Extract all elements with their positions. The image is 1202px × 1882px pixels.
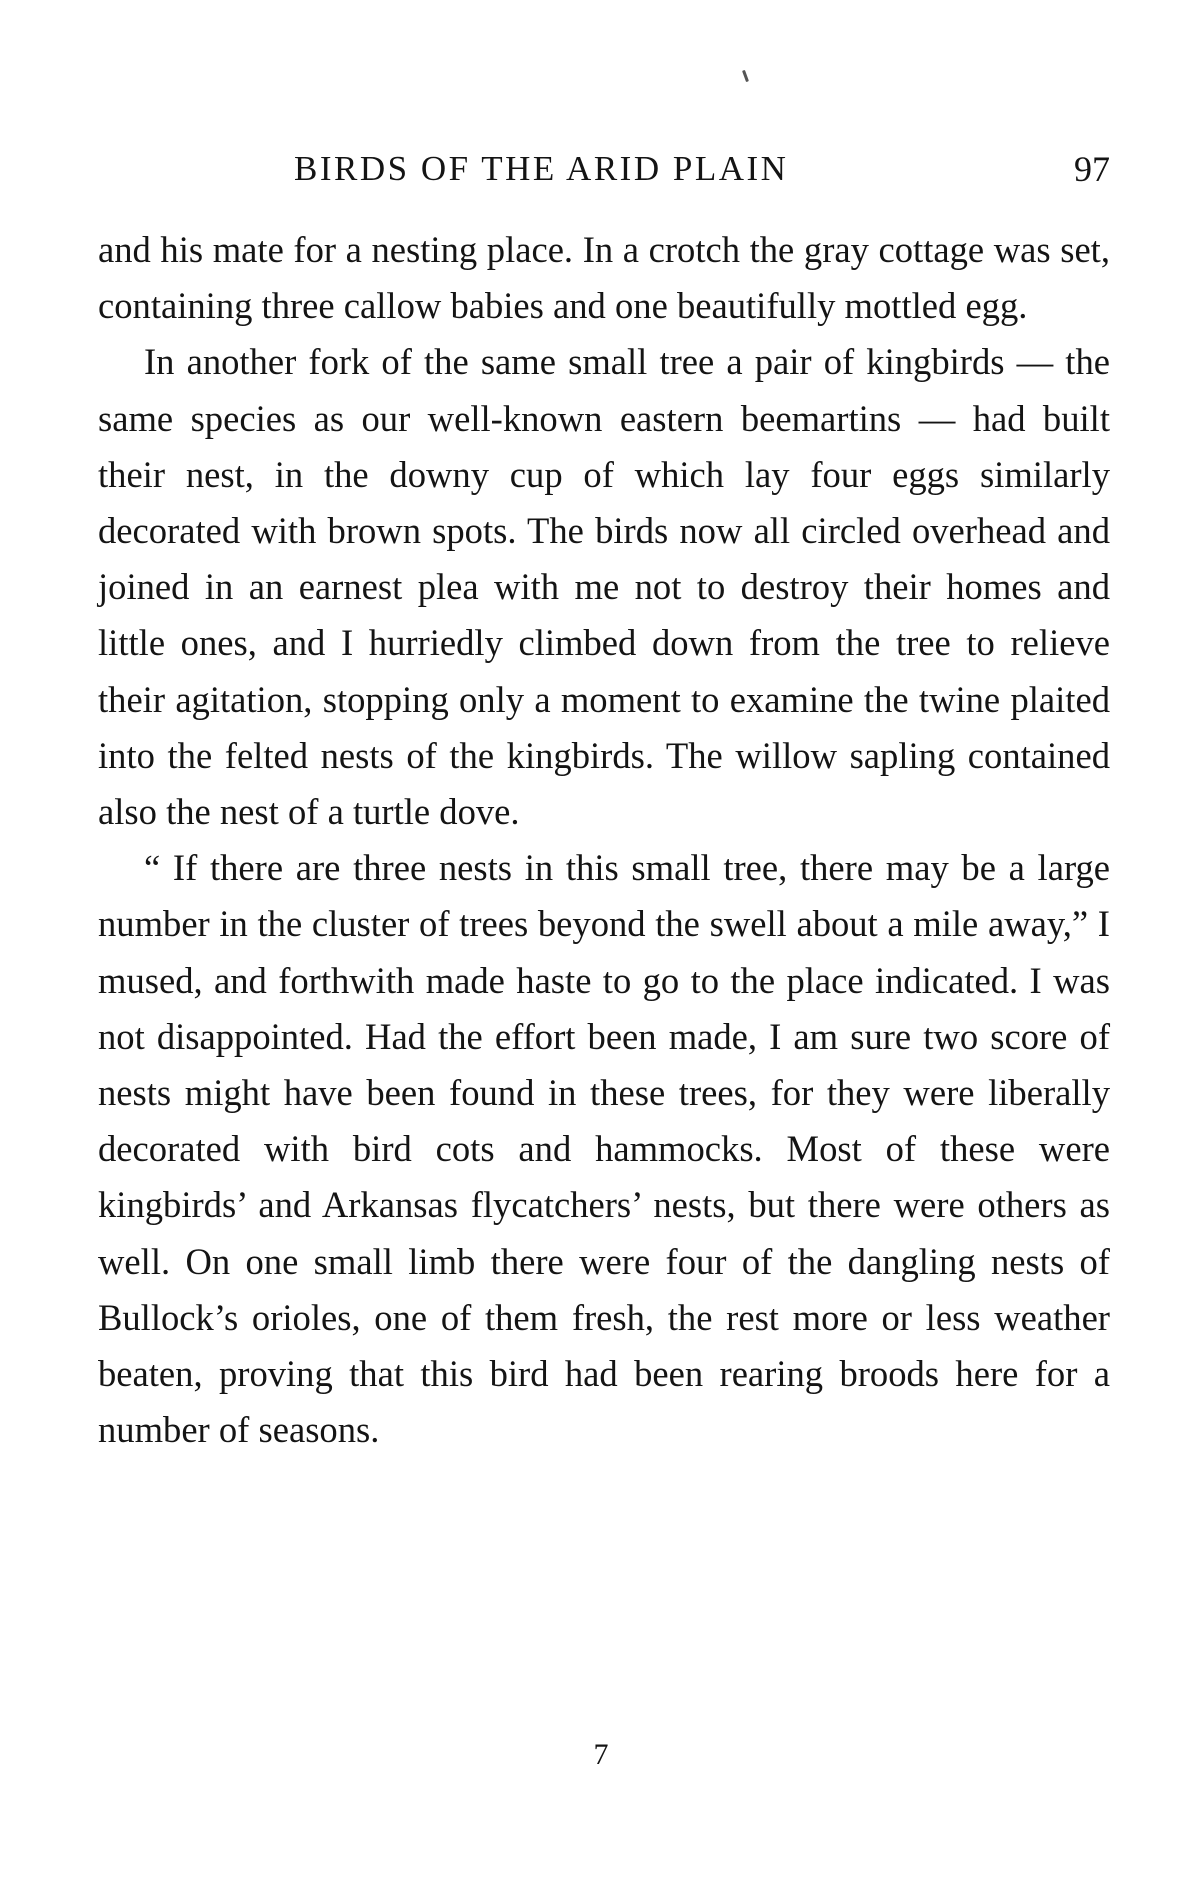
paragraph-kingbirds: In another fork of the same small tree a pair of kingbirds — the same species as our well-known eastern beemartins — had built their nest, in the downy cup of which lay four eggs similarly decorated with brown spots. The birds now all circled overhead and joined in an earnest plea with me not to destroy their homes and little ones, and I hurriedly climbed down from the tree to relieve their agitation, stopping only a moment to examine the twine plaited into the felted nests of the kingbirds. The willow sapling contained also the nest of a turtle dove. [98, 341, 1110, 833]
paragraph-continued: and his mate for a nesting place. In a crotch the gray cottage was set, containing three callow babies and one beautifully mottled egg. [98, 229, 1110, 327]
running-head [98, 146, 1110, 192]
print-speck [742, 70, 749, 82]
running-title: BIRDS OF THE ARID PLAIN [294, 149, 789, 188]
paragraph-nests: “ If there are three nests in this small tree, there may be a large number in the cluster of trees beyond the swell about a mile away,” I mused, and forthwith made haste to go to the place indicated. I was not disappointed. Had the effort been made, I am sure two score of nests might have been found in these trees, for they were liberally decorated with bird cots and hammocks. Most of these were kingbirds’ and Arkansas flycatchers’ nests, but there were others as well. On one small limb there were four of the dangling nests of Bullock’s orioles, one of them fresh, the rest more or less weather beaten, proving that this bird had been rearing broods here for a number of seasons. [98, 847, 1110, 1451]
page-number: 97 [1074, 149, 1110, 189]
signature-mark: 7 [593, 1738, 609, 1771]
body-text [98, 222, 1110, 1458]
